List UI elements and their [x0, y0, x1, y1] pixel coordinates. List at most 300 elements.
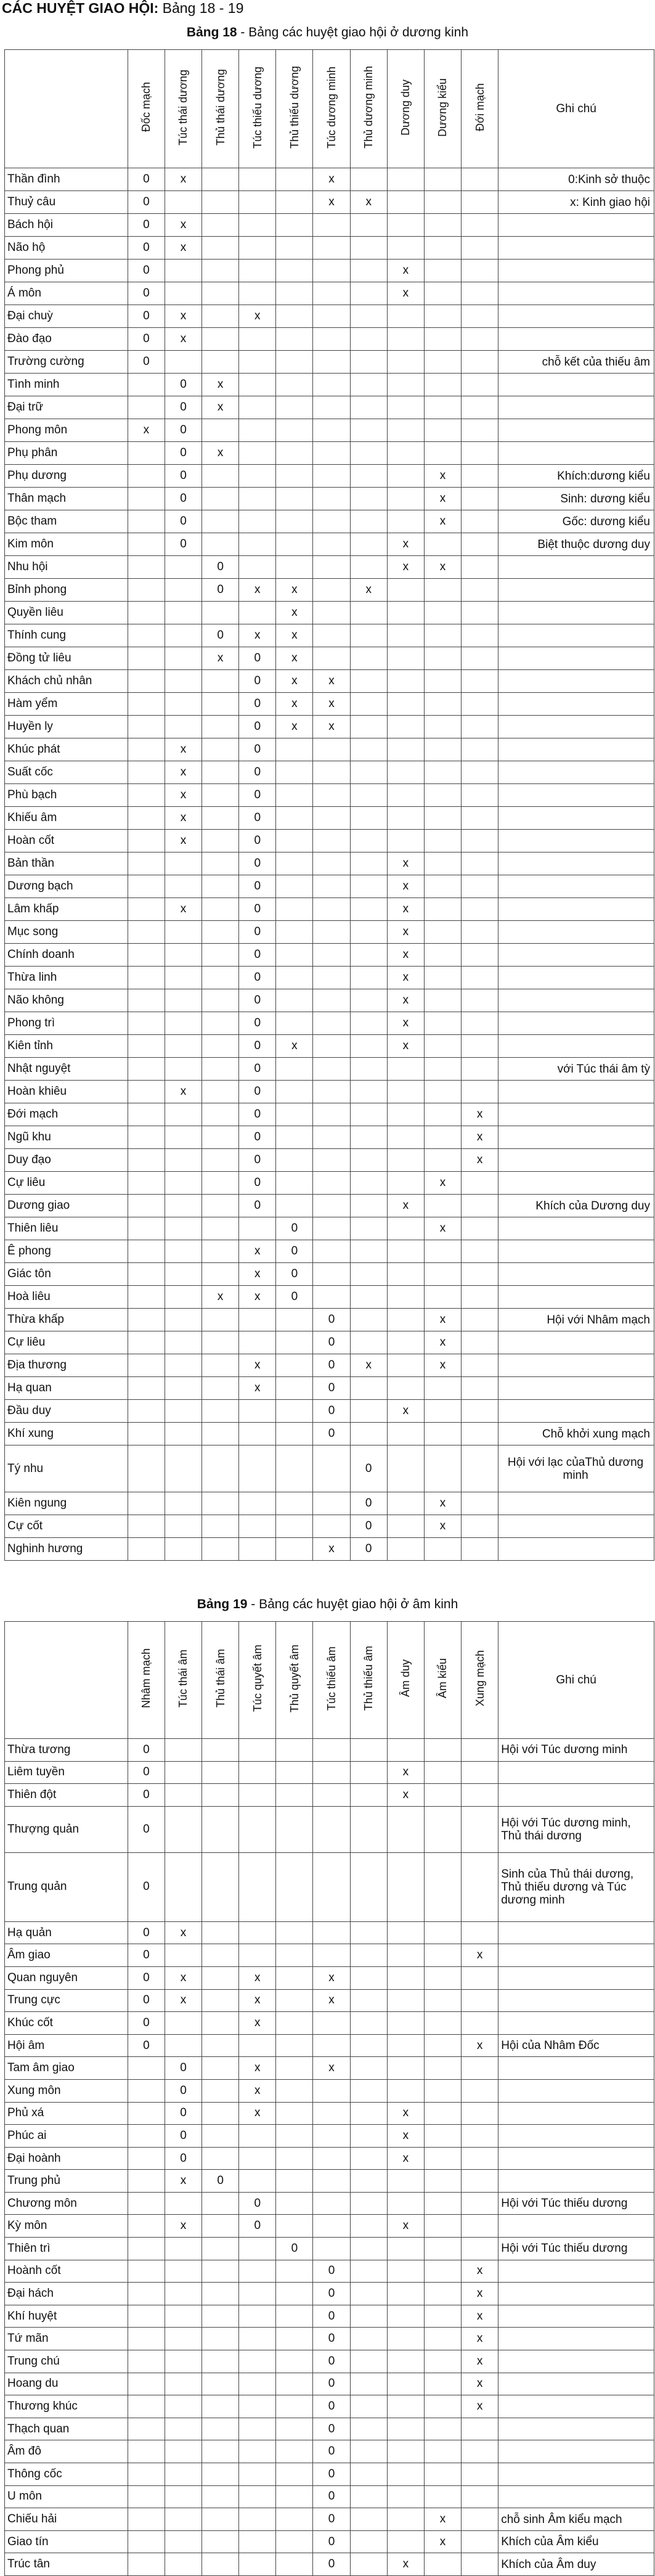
mark-cell [202, 807, 239, 830]
point-name: Phù bạch [5, 784, 128, 807]
mark-cell [387, 1966, 424, 1989]
mark-cell [239, 488, 276, 510]
note-cell: x: Kinh giao hội [498, 191, 654, 214]
mark-cell [313, 510, 350, 533]
note-cell [498, 1966, 654, 1989]
mark-cell [462, 351, 498, 374]
mark-cell: 0 [128, 351, 165, 374]
mark-cell [462, 944, 498, 967]
mark-cell [165, 2485, 201, 2508]
table-row [5, 853, 654, 875]
mark-cell [387, 2057, 424, 2080]
mark-cell [202, 761, 239, 784]
table-row [5, 2418, 654, 2440]
mark-cell [165, 2508, 201, 2531]
table-row [5, 1126, 654, 1149]
column-header-label: Túc dương minh [325, 66, 338, 149]
mark-cell [202, 533, 239, 556]
mark-cell [128, 1035, 165, 1058]
column-header [387, 1622, 424, 1739]
mark-cell [350, 2260, 387, 2283]
mark-cell [202, 784, 239, 807]
mark-cell [165, 1944, 201, 1967]
mark-cell [202, 1172, 239, 1195]
table-row [5, 670, 654, 693]
mark-cell: 0 [128, 1852, 165, 1921]
table-row [5, 807, 654, 830]
mark-cell [239, 2440, 276, 2463]
mark-cell [462, 396, 498, 419]
mark-cell [128, 2418, 165, 2440]
mark-cell [462, 1400, 498, 1423]
mark-cell [350, 1761, 387, 1784]
table-row [5, 2057, 654, 2080]
mark-cell: 0 [276, 2238, 313, 2260]
mark-cell [462, 328, 498, 351]
mark-cell [165, 2192, 201, 2215]
note-cell [498, 579, 654, 602]
mark-cell [276, 556, 313, 579]
mark-cell [202, 2395, 239, 2418]
mark-cell [128, 1081, 165, 1103]
page-title: CÁC HUYỆT GIAO HỘI: Bảng 18 - 19 [2, 0, 244, 16]
mark-cell [424, 1944, 461, 1967]
note-cell [498, 2328, 654, 2350]
mark-cell [387, 237, 424, 260]
point-name: Khiếu âm [5, 807, 128, 830]
mark-cell [387, 2034, 424, 2057]
point-name: Chính doanh [5, 944, 128, 967]
mark-cell [350, 602, 387, 624]
point-name: Trường cường [5, 351, 128, 374]
table-row [5, 1515, 654, 1538]
mark-cell [350, 2238, 387, 2260]
mark-cell [239, 2463, 276, 2486]
mark-cell [165, 1012, 201, 1035]
table-row [5, 944, 654, 967]
mark-cell [313, 2215, 350, 2238]
mark-cell [239, 1400, 276, 1423]
mark-cell [424, 944, 461, 967]
mark-cell [387, 1921, 424, 1944]
mark-cell [276, 351, 313, 374]
mark-cell: x [462, 1944, 498, 1967]
mark-cell [165, 1126, 201, 1149]
column-header-label: Túc quyết âm [251, 1645, 264, 1712]
mark-cell [276, 784, 313, 807]
mark-cell [165, 2034, 201, 2057]
mark-cell [350, 1331, 387, 1354]
point-name: Hoàn cốt [5, 830, 128, 853]
mark-cell [350, 2395, 387, 2418]
mark-cell [128, 1309, 165, 1331]
mark-cell [202, 2463, 239, 2486]
mark-cell [350, 1966, 387, 1989]
mark-cell [128, 944, 165, 967]
mark-cell: x [239, 1286, 276, 1309]
table-row [5, 1492, 654, 1515]
mark-cell [202, 1944, 239, 1967]
mark-cell [202, 716, 239, 738]
table-row [5, 784, 654, 807]
mark-cell [202, 2102, 239, 2125]
mark-cell [462, 1966, 498, 1989]
mark-cell [350, 396, 387, 419]
mark-cell [276, 1103, 313, 1126]
mark-cell: 0 [239, 1195, 276, 1217]
note-cell [498, 396, 654, 419]
mark-cell [128, 510, 165, 533]
table-19-caption: Bảng 19 - Bảng các huyệt giao hội ở âm kinh [197, 1597, 458, 1611]
mark-cell [165, 191, 201, 214]
mark-cell [350, 351, 387, 374]
point-name: Ngũ khu [5, 1126, 128, 1149]
mark-cell [202, 2305, 239, 2328]
mark-cell [350, 1739, 387, 1762]
mark-cell [424, 1852, 461, 1921]
note-cell [498, 624, 654, 647]
mark-cell [462, 1035, 498, 1058]
mark-cell [276, 875, 313, 898]
table-row [5, 2079, 654, 2102]
mark-cell [387, 1354, 424, 1377]
column-header-label: Âm kiểu [436, 1658, 449, 1699]
mark-cell [128, 2553, 165, 2576]
mark-cell [350, 1081, 387, 1103]
mark-cell [165, 716, 201, 738]
mark-cell: 0 [239, 1081, 276, 1103]
mark-cell [128, 2102, 165, 2125]
mark-cell [128, 2125, 165, 2148]
mark-cell [350, 1195, 387, 1217]
table-row [5, 875, 654, 898]
mark-cell [202, 921, 239, 944]
mark-cell: x [424, 1515, 461, 1538]
mark-cell [202, 2328, 239, 2350]
table-row [5, 2350, 654, 2373]
mark-cell [350, 2305, 387, 2328]
mark-cell [276, 1149, 313, 1172]
table-row [5, 510, 654, 533]
mark-cell [313, 1784, 350, 1807]
mark-cell: 0 [239, 1035, 276, 1058]
mark-cell [239, 1921, 276, 1944]
mark-cell [202, 2485, 239, 2508]
mark-cell [424, 1966, 461, 1989]
mark-cell [202, 1921, 239, 1944]
mark-cell [276, 1195, 313, 1217]
mark-cell [202, 898, 239, 921]
mark-cell [462, 853, 498, 875]
point-name: Hạ quản [5, 1921, 128, 1944]
point-name: Chiếu hải [5, 2508, 128, 2531]
mark-cell: x [462, 2395, 498, 2418]
table-row [5, 1103, 654, 1126]
mark-cell: 0 [350, 1445, 387, 1492]
mark-cell: x [165, 237, 201, 260]
mark-cell: 0 [239, 716, 276, 738]
mark-cell [424, 967, 461, 989]
mark-cell [165, 2463, 201, 2486]
mark-cell [202, 237, 239, 260]
column-header [202, 50, 239, 168]
column-header [462, 1622, 498, 1739]
mark-cell [350, 2350, 387, 2373]
mark-cell [202, 1309, 239, 1331]
mark-cell [276, 1126, 313, 1149]
mark-cell [387, 1377, 424, 1400]
table-row [5, 2125, 654, 2148]
mark-cell [424, 533, 461, 556]
mark-cell [165, 579, 201, 602]
mark-cell [462, 1058, 498, 1081]
mark-cell [313, 260, 350, 282]
mark-cell [462, 1331, 498, 1354]
mark-cell [276, 1081, 313, 1103]
mark-cell [313, 2034, 350, 2057]
mark-cell [165, 1172, 201, 1195]
note-cell: 0:Kinh sở thuộc [498, 168, 654, 191]
mark-cell [165, 2260, 201, 2283]
mark-cell [202, 2418, 239, 2440]
mark-cell: 0 [128, 305, 165, 328]
mark-cell [165, 351, 201, 374]
mark-cell [276, 944, 313, 967]
mark-cell [276, 1784, 313, 1807]
mark-cell [276, 1331, 313, 1354]
mark-cell [462, 214, 498, 237]
mark-cell: 0 [313, 2350, 350, 2373]
mark-cell [350, 2373, 387, 2395]
mark-cell: x [424, 510, 461, 533]
point-name: Giao tín [5, 2530, 128, 2553]
point-name: Thiên đột [5, 1784, 128, 1807]
mark-cell [350, 214, 387, 237]
mark-cell [313, 1195, 350, 1217]
mark-cell [165, 1217, 201, 1240]
mark-cell [128, 1354, 165, 1377]
mark-cell: x [202, 647, 239, 670]
mark-cell [350, 1989, 387, 2012]
mark-cell: 0 [276, 1286, 313, 1309]
mark-cell [462, 898, 498, 921]
mark-cell: 0 [239, 693, 276, 716]
mark-cell: 0 [313, 2485, 350, 2508]
note-cell [498, 1354, 654, 1377]
point-name: Quyền liêu [5, 602, 128, 624]
mark-cell [239, 1852, 276, 1921]
column-header [350, 50, 387, 168]
mark-cell [165, 1240, 201, 1263]
mark-cell [313, 1445, 350, 1492]
note-cell [498, 738, 654, 761]
mark-cell: x [424, 1331, 461, 1354]
mark-cell [202, 1035, 239, 1058]
mark-cell [424, 807, 461, 830]
mark-cell [165, 989, 201, 1012]
mark-cell: x [387, 282, 424, 305]
mark-cell [424, 1035, 461, 1058]
mark-cell: 0 [239, 647, 276, 670]
mark-cell [350, 875, 387, 898]
mark-cell [313, 1126, 350, 1149]
mark-cell: x [165, 898, 201, 921]
note-cell [498, 1921, 654, 1944]
mark-cell [462, 989, 498, 1012]
mark-cell: 0 [165, 510, 201, 533]
mark-cell [165, 1058, 201, 1081]
mark-cell: x [424, 465, 461, 488]
mark-cell [350, 1784, 387, 1807]
point-name: Thừa tương [5, 1739, 128, 1762]
mark-cell [165, 2350, 201, 2373]
table-row [5, 1286, 654, 1309]
mark-cell [128, 1195, 165, 1217]
mark-cell [350, 830, 387, 853]
mark-cell: 0 [313, 2283, 350, 2305]
mark-cell: x [462, 2328, 498, 2350]
mark-cell [202, 1784, 239, 1807]
mark-cell [128, 374, 165, 396]
column-header [424, 1622, 461, 1739]
mark-cell [165, 1103, 201, 1126]
note-cell [498, 1400, 654, 1423]
point-name: Quan nguyên [5, 1966, 128, 1989]
mark-cell: 0 [313, 1354, 350, 1377]
mark-cell [424, 214, 461, 237]
mark-cell [387, 168, 424, 191]
note-cell [498, 989, 654, 1012]
mark-cell: x [239, 305, 276, 328]
mark-cell: 0 [313, 2395, 350, 2418]
mark-cell [276, 465, 313, 488]
point-name: Huyền ly [5, 716, 128, 738]
mark-cell [387, 1240, 424, 1263]
mark-cell [424, 2328, 461, 2350]
mark-cell [350, 2147, 387, 2170]
point-name: Thiên liêu [5, 1217, 128, 1240]
mark-cell [462, 1217, 498, 1240]
mark-cell [202, 419, 239, 442]
mark-cell [202, 1966, 239, 1989]
mark-cell [202, 2215, 239, 2238]
mark-cell [424, 2260, 461, 2283]
mark-cell: x [239, 1966, 276, 1989]
mark-cell [313, 1035, 350, 1058]
header-blank [5, 50, 128, 168]
point-name: Não hộ [5, 237, 128, 260]
mark-cell [350, 2034, 387, 2057]
mark-cell: x [387, 1400, 424, 1423]
mark-cell [128, 1149, 165, 1172]
mark-cell [313, 556, 350, 579]
mark-cell: 0 [128, 328, 165, 351]
mark-cell [313, 784, 350, 807]
mark-cell: 0 [239, 1149, 276, 1172]
table-row [5, 1172, 654, 1195]
mark-cell [350, 716, 387, 738]
mark-cell [239, 2328, 276, 2350]
mark-cell: x [424, 488, 461, 510]
table-row [5, 1081, 654, 1103]
mark-cell [276, 2215, 313, 2238]
mark-cell: 0 [202, 556, 239, 579]
mark-cell: x [165, 1966, 201, 1989]
mark-cell [128, 1217, 165, 1240]
note-cell [498, 1103, 654, 1126]
mark-cell: 0 [313, 1331, 350, 1354]
mark-cell: 0 [239, 1172, 276, 1195]
table-row [5, 237, 654, 260]
mark-cell [202, 1400, 239, 1423]
mark-cell [276, 488, 313, 510]
mark-cell [424, 1195, 461, 1217]
mark-cell [462, 1263, 498, 1286]
mark-cell [276, 328, 313, 351]
table-row [5, 260, 654, 282]
mark-cell [165, 1852, 201, 1921]
mark-cell [424, 761, 461, 784]
mark-cell [387, 328, 424, 351]
mark-cell [350, 533, 387, 556]
mark-cell [128, 2508, 165, 2531]
mark-cell [462, 442, 498, 465]
mark-cell [313, 1217, 350, 1240]
mark-cell [462, 1172, 498, 1195]
table-row [5, 624, 654, 647]
note-cell [498, 2440, 654, 2463]
mark-cell [387, 2530, 424, 2553]
point-name: Dương giao [5, 1195, 128, 1217]
mark-cell [350, 2508, 387, 2531]
mark-cell [387, 510, 424, 533]
point-name: Dương bạch [5, 875, 128, 898]
table-row [5, 761, 654, 784]
mark-cell: x [239, 2102, 276, 2125]
column-header [276, 1622, 313, 1739]
note-cell: với Túc thái âm tỳ [498, 1058, 654, 1081]
mark-cell [424, 670, 461, 693]
mark-cell [350, 1944, 387, 1967]
mark-cell [462, 1377, 498, 1400]
mark-cell [424, 1103, 461, 1126]
note-cell [498, 2079, 654, 2102]
mark-cell: 0 [128, 168, 165, 191]
mark-cell [387, 1538, 424, 1561]
mark-cell [239, 2147, 276, 2170]
mark-cell [276, 214, 313, 237]
mark-cell [350, 1058, 387, 1081]
note-cell [498, 282, 654, 305]
mark-cell [424, 2012, 461, 2035]
mark-cell [350, 2440, 387, 2463]
mark-cell [424, 1012, 461, 1035]
mark-cell [424, 351, 461, 374]
mark-cell [202, 1806, 239, 1852]
note-cell [498, 898, 654, 921]
mark-cell: 0 [239, 830, 276, 853]
mark-cell [313, 214, 350, 237]
mark-cell: 0 [239, 989, 276, 1012]
note-cell [498, 921, 654, 944]
mark-cell [313, 419, 350, 442]
point-name: Nhu hội [5, 556, 128, 579]
note-cell [498, 1240, 654, 1263]
mark-cell [387, 2305, 424, 2328]
mark-cell: x [239, 1989, 276, 2012]
note-cell [498, 1217, 654, 1240]
note-cell [498, 2463, 654, 2486]
